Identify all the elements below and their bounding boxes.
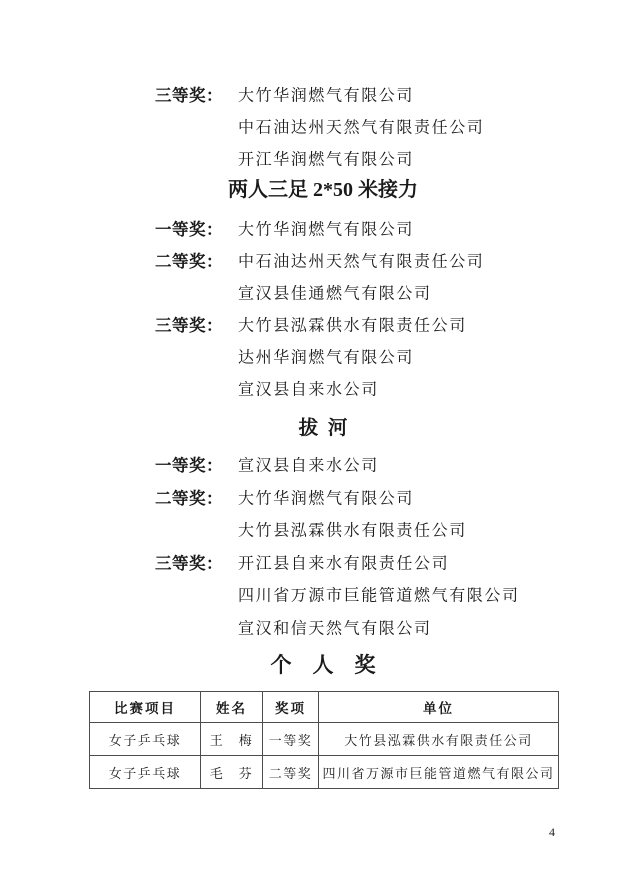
award-line xyxy=(0,142,631,174)
table-cell-name: 毛 芬 xyxy=(201,756,263,789)
company-name: 达州华润燃气有限公司 xyxy=(238,349,415,367)
award-rank-label: 二等奖： xyxy=(155,488,223,508)
company-name: 宣汉县佳通燃气有限公司 xyxy=(238,285,432,303)
award-line xyxy=(0,340,631,372)
individual-awards-table xyxy=(89,691,559,789)
company-name: 中石油达州天然气有限责任公司 xyxy=(238,119,485,137)
section-heading-relay: 两人三足 2*50 米接力 xyxy=(228,179,418,201)
table-header-row xyxy=(90,692,559,723)
award-rank-label: 三等奖： xyxy=(155,316,223,335)
table-cell-award: 一等奖 xyxy=(263,723,319,756)
company-name: 宣汉县自来水公司 xyxy=(238,457,379,475)
table-header-unit: 单位 xyxy=(319,692,559,723)
award-line xyxy=(0,546,631,579)
company-name: 大竹华润燃气有限公司 xyxy=(238,221,415,239)
top-margin xyxy=(0,0,631,78)
company-name: 开江县自来水有限责任公司 xyxy=(238,555,450,573)
section-heading-individual-awards: 个 人 奖 xyxy=(270,653,376,677)
award-line xyxy=(0,212,631,244)
award-line xyxy=(0,244,631,276)
table-cell-unit: 大竹县泓霖供水有限责任公司 xyxy=(319,723,559,756)
table-header-award: 奖项 xyxy=(263,692,319,723)
award-line xyxy=(0,78,631,110)
award-line xyxy=(0,276,631,308)
award-rank-label: 三等奖： xyxy=(155,553,223,573)
page-number: 4 xyxy=(549,825,555,839)
table-cell-event: 女子乒乓球 xyxy=(90,723,201,756)
award-line xyxy=(0,448,631,481)
award-rank-label: 一等奖： xyxy=(155,220,223,239)
award-line xyxy=(0,611,631,644)
table-cell-event: 女子乒乓球 xyxy=(90,756,201,789)
company-name: 大竹华润燃气有限公司 xyxy=(238,87,415,105)
company-name: 宣汉县自来水公司 xyxy=(238,381,379,399)
table-row xyxy=(90,723,559,756)
table-row xyxy=(90,756,559,789)
table-cell-unit: 四川省万源市巨能管道燃气有限公司 xyxy=(319,756,559,789)
award-rank-label: 一等奖： xyxy=(155,456,223,476)
section-heading-tug-of-war: 拔 河 xyxy=(298,418,348,439)
relay-section xyxy=(0,212,631,404)
company-name: 大竹华润燃气有限公司 xyxy=(238,490,415,508)
table-cell-name: 王 梅 xyxy=(201,723,263,756)
award-line xyxy=(0,372,631,404)
award-rank-label: 三等奖： xyxy=(155,86,223,105)
tug-of-war-section xyxy=(0,448,631,643)
company-name: 四川省万源市巨能管道燃气有限公司 xyxy=(238,587,520,605)
company-name: 开江华润燃气有限公司 xyxy=(238,151,415,169)
table-header-name: 姓名 xyxy=(201,692,263,723)
table-header-event: 比赛项目 xyxy=(90,692,201,723)
company-name: 宣汉和信天然气有限公司 xyxy=(238,620,432,638)
award-line xyxy=(0,578,631,611)
award-line xyxy=(0,110,631,142)
company-name: 大竹县泓霖供水有限责任公司 xyxy=(238,317,467,335)
company-name: 大竹县泓霖供水有限责任公司 xyxy=(238,522,467,540)
award-line xyxy=(0,481,631,514)
award-line xyxy=(0,513,631,546)
award-line xyxy=(0,308,631,340)
award-rank-label: 二等奖： xyxy=(155,252,223,271)
table-cell-award: 二等奖 xyxy=(263,756,319,789)
company-name: 中石油达州天然气有限责任公司 xyxy=(238,253,485,271)
